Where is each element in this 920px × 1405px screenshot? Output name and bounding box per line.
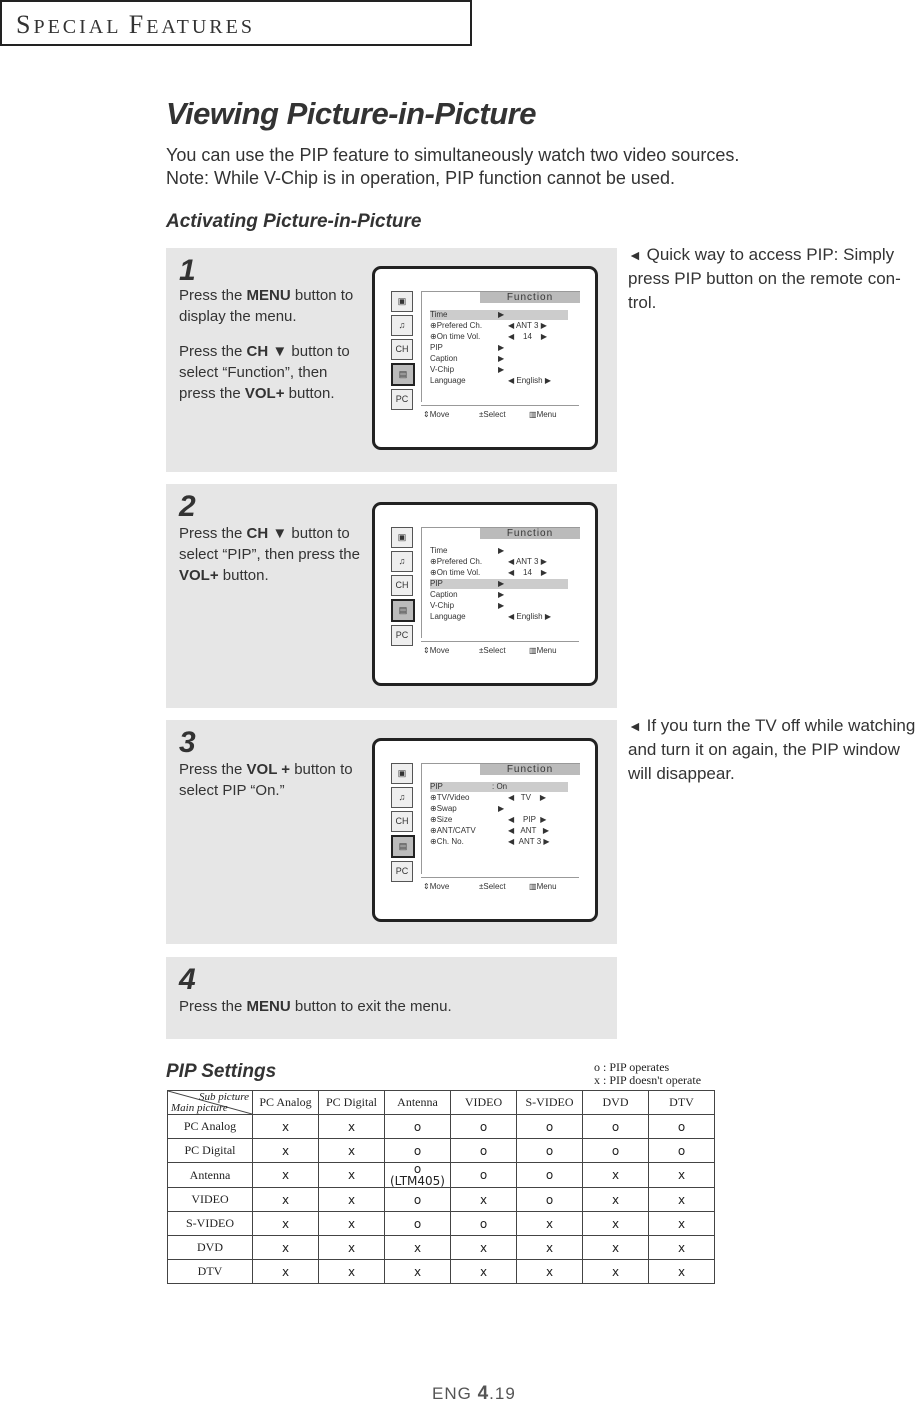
table-cell: o	[583, 1115, 649, 1139]
row-header: S-VIDEO	[168, 1212, 253, 1236]
function-menu	[421, 291, 580, 402]
step-1-text: Press the MENU button to display the menu. Press the CH ▼ button to select “Function”, then press the VOL+ button.	[179, 287, 354, 402]
function-icon: ▤	[391, 599, 415, 622]
column-header: PC Digital	[319, 1091, 385, 1115]
table-cell: o	[385, 1188, 451, 1212]
table-cell: o	[451, 1115, 517, 1139]
function-menu	[421, 527, 580, 638]
table-row	[168, 1188, 715, 1212]
menu-row: ⊕Prefered Ch. ◀ ANT 3 ▶	[430, 557, 547, 566]
menu-row: ⊕ANT/CATV ◀ ANT ▶	[430, 826, 550, 835]
table-row	[168, 1163, 715, 1188]
sound-icon: ♫	[391, 315, 413, 336]
pip-settings-title: PIP Settings	[166, 1061, 277, 1082]
table-cell: o	[385, 1212, 451, 1236]
table-cell: x	[385, 1260, 451, 1284]
table-cell: x	[649, 1260, 715, 1284]
pc-icon: PC	[391, 625, 413, 646]
sound-icon: ♫	[391, 551, 413, 572]
table-cell: x	[583, 1188, 649, 1212]
table-cell: o	[451, 1212, 517, 1236]
channel-icon: CH	[391, 575, 413, 596]
step-number: 4	[179, 963, 196, 996]
menu-row: PIP ▶	[430, 343, 505, 352]
table-cell: x	[517, 1212, 583, 1236]
column-header: S-VIDEO	[517, 1091, 583, 1115]
table-cell: x	[319, 1115, 385, 1139]
picture-icon: ▣	[391, 763, 413, 784]
row-header: PC Analog	[168, 1115, 253, 1139]
menu-row: Caption ▶	[430, 354, 505, 363]
table-cell: o	[451, 1163, 517, 1188]
table-cell: x	[253, 1260, 319, 1284]
column-header: DVD	[583, 1091, 649, 1115]
table-cell: x	[253, 1236, 319, 1260]
channel-icon: CH	[391, 811, 413, 832]
column-header: DTV	[649, 1091, 715, 1115]
step-2-text: Press the CH ▼ button to select “PIP”, then press the VOL+ button.	[179, 525, 360, 584]
table-cell: x	[649, 1163, 715, 1188]
menu-row: Caption ▶	[430, 590, 505, 599]
table-cell: x	[517, 1260, 583, 1284]
table-cell: x	[253, 1212, 319, 1236]
menu-icon-column	[391, 763, 413, 885]
step-1-panel	[166, 248, 617, 472]
table-cell: o	[583, 1139, 649, 1163]
channel-icon: CH	[391, 339, 413, 360]
table-cell: x	[451, 1188, 517, 1212]
row-header: Antenna	[168, 1163, 253, 1188]
row-header: DTV	[168, 1260, 253, 1284]
table-cell: x	[451, 1260, 517, 1284]
table-cell: o	[385, 1139, 451, 1163]
menu-row: ⊕TV/Video ◀ TV ▶	[430, 793, 546, 802]
table-cell: o (LTM405)	[385, 1163, 451, 1188]
table-cell: x	[319, 1188, 385, 1212]
intro-line-1: You can use the PIP feature to simultaneously watch two video sources.	[166, 145, 740, 165]
menu-icon-column	[391, 527, 413, 649]
column-header: Antenna	[385, 1091, 451, 1115]
menu-footer: ⇕ Move ± Select ▥ Menu	[421, 405, 579, 424]
table-cell: x	[583, 1236, 649, 1260]
table-cell: x	[649, 1188, 715, 1212]
section-subheading: Activating Picture-in-Picture	[166, 211, 422, 232]
menu-row: Language ◀ English ▶	[430, 376, 551, 385]
table-cell: x	[319, 1163, 385, 1188]
menu-row: ⊕Swap ▶	[430, 804, 505, 813]
step-number: 1	[179, 254, 196, 287]
table-cell: o	[649, 1115, 715, 1139]
step-3-panel	[166, 720, 617, 944]
menu-footer: ⇕ Move ± Select ▥ Menu	[421, 641, 579, 660]
table-cell: x	[253, 1188, 319, 1212]
table-cell: o	[517, 1139, 583, 1163]
row-header: PC Digital	[168, 1139, 253, 1163]
table-cell: x	[319, 1212, 385, 1236]
menu-row: V-Chip ▶	[430, 601, 505, 610]
menu-row: Time ▶	[430, 310, 568, 320]
row-header: VIDEO	[168, 1188, 253, 1212]
table-cell: x	[583, 1163, 649, 1188]
table-row	[168, 1236, 715, 1260]
menu-row: ⊕Prefered Ch. ◀ ANT 3 ▶	[430, 321, 547, 330]
table-cell: o	[649, 1139, 715, 1163]
table-cell: o	[517, 1188, 583, 1212]
table-cell: o	[451, 1139, 517, 1163]
table-corner-cell: Sub picture Main picture	[168, 1091, 253, 1115]
sound-icon: ♫	[391, 787, 413, 808]
table-cell: x	[649, 1212, 715, 1236]
menu-row: Time ▶	[430, 546, 505, 555]
table-header-row	[168, 1091, 715, 1115]
pip-settings-table	[167, 1090, 715, 1284]
table-cell: x	[451, 1236, 517, 1260]
menu-row: PIP ▶	[430, 579, 568, 589]
table-cell: x	[319, 1236, 385, 1260]
menu-heading: Function	[480, 528, 580, 539]
menu-row: ⊕On time Vol. ◀ 14 ▶	[430, 568, 547, 577]
menu-heading: Function	[480, 764, 580, 775]
menu-row: ⊕On time Vol. ◀ 14 ▶	[430, 332, 547, 341]
function-icon: ▤	[391, 363, 415, 386]
step-4-panel	[166, 957, 617, 1039]
table-cell: x	[253, 1139, 319, 1163]
table-cell: x	[253, 1115, 319, 1139]
section-header: SPECIAL FEATURES	[16, 10, 255, 39]
picture-icon: ▣	[391, 527, 413, 548]
note-tv-off: ◄ If you turn the TV off while watching and turn it on again, the PIP window will disappear.	[628, 716, 916, 783]
picture-icon: ▣	[391, 291, 413, 312]
table-cell: o	[517, 1115, 583, 1139]
table-cell: o	[517, 1163, 583, 1188]
menu-row: V-Chip ▶	[430, 365, 505, 374]
page-title: Viewing Picture-in-Picture	[166, 96, 536, 131]
arrow-left-icon: ◄	[628, 247, 642, 263]
table-cell: x	[583, 1260, 649, 1284]
step-2-panel	[166, 484, 617, 708]
menu-footer: ⇕ Move ± Select ▥ Menu	[421, 877, 579, 896]
table-cell: x	[319, 1139, 385, 1163]
intro-text	[166, 144, 739, 190]
page-number: ENG 4.19	[432, 1383, 516, 1404]
menu-heading: Function	[480, 292, 580, 303]
intro-note: Note: While V-Chip is in operation, PIP function cannot be used.	[166, 168, 675, 188]
arrow-left-icon: ◄	[628, 718, 642, 734]
legend-operates: o : PIP operates	[594, 1060, 670, 1074]
function-icon: ▤	[391, 835, 415, 858]
tv-screen-menu	[372, 266, 598, 450]
table-row	[168, 1260, 715, 1284]
table-cell: x	[517, 1236, 583, 1260]
menu-icon-column	[391, 291, 413, 413]
table-row	[168, 1139, 715, 1163]
column-header: VIDEO	[451, 1091, 517, 1115]
step-number: 2	[179, 490, 196, 523]
legend-not-operates: x : PIP doesn't operate	[594, 1073, 702, 1087]
step-number: 3	[179, 726, 196, 759]
table-cell: x	[583, 1212, 649, 1236]
table-cell: x	[385, 1236, 451, 1260]
pip-legend	[594, 1061, 701, 1087]
step-3-text: Press the VOL + button to select PIP “On.”	[179, 761, 353, 799]
tv-screen-menu	[372, 502, 598, 686]
table-cell: o	[385, 1115, 451, 1139]
pc-icon: PC	[391, 389, 413, 410]
menu-row: PIP : On	[430, 782, 568, 792]
table-cell: x	[253, 1163, 319, 1188]
note-quick-way: ◄ Quick way to access PIP: Simply press PIP button on the remote con-trol.	[628, 245, 901, 312]
table-row	[168, 1212, 715, 1236]
menu-row: ⊕Ch. No. ◀ ANT 3 ▶	[430, 837, 550, 846]
table-row	[168, 1115, 715, 1139]
step-4-text: Press the MENU button to exit the menu.	[179, 998, 452, 1015]
tv-screen-menu	[372, 738, 598, 922]
column-header: PC Analog	[253, 1091, 319, 1115]
menu-row: Language ◀ English ▶	[430, 612, 551, 621]
pc-icon: PC	[391, 861, 413, 882]
menu-row: ⊕Size ◀ PIP ▶	[430, 815, 547, 824]
row-header: DVD	[168, 1236, 253, 1260]
pip-menu	[421, 763, 580, 874]
table-cell: x	[649, 1236, 715, 1260]
table-cell: x	[319, 1260, 385, 1284]
